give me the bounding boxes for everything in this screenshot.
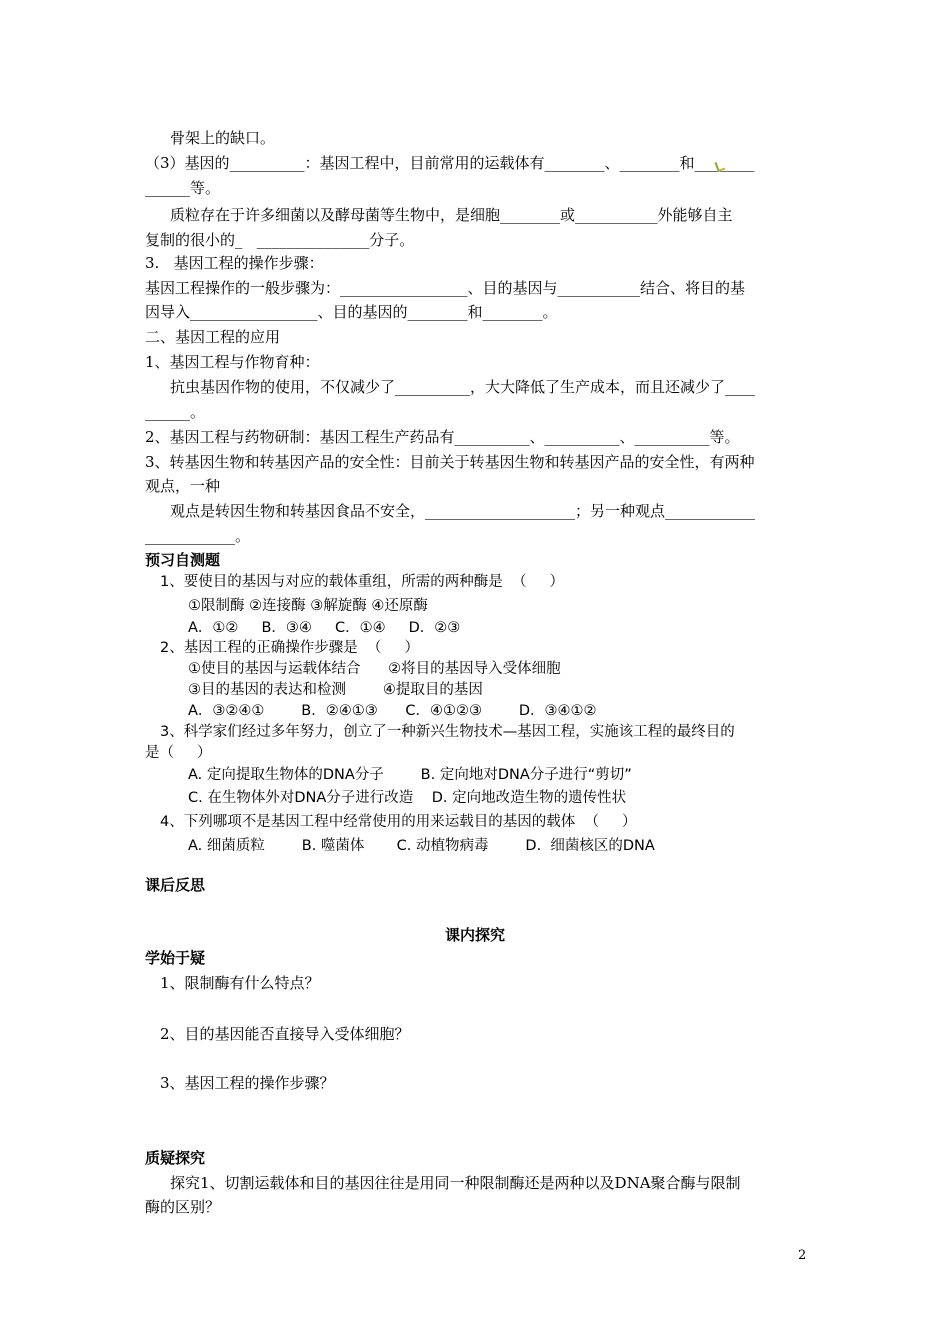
question-1-options: A．①② B．③④ C．①④ D．②③ [188, 620, 461, 636]
question-2-options: A．③②④① B．②④①③ C．④①②③ D．③④①② [188, 703, 597, 719]
question-3-options-a: A. 定向提取生物体的DNA分子 B. 定向地对DNA分子进行“剪切” [188, 767, 632, 783]
inquiry-title: 课内探究 [444, 926, 505, 944]
question-3-options-b: C. 在生物体外对DNA分子进行改造 D. 定向地改造生物的遗传性状 [188, 790, 627, 806]
inquiry-question: 1、限制酶有什么特点？ [160, 974, 320, 992]
question-2: 2、基因工程的正确操作步骤是 （ ） [160, 640, 419, 656]
question-3-continued: 是（ ） [145, 745, 212, 761]
text-line: 因导入_________________、目的基因的________和________。 [145, 303, 558, 321]
text-line: ______等。 [145, 179, 221, 197]
text-line: 3、转基因生物和转基因产品的安全性：目前关于转基因生物和转基因产品的安全性，有两种 [145, 453, 755, 471]
inquiry-question: 3、基因工程的操作步骤？ [160, 1074, 335, 1092]
text-line: （3）基因的__________：基因工程中，目前常用的运载体有________、________和________ [145, 154, 755, 172]
text-line: 观点是转因生物和转基因食品不安全，____________________；另一种观点____________ [170, 502, 756, 520]
text-line: 观点，一种 [145, 477, 221, 495]
text-line: ____________。 [145, 527, 251, 545]
text-line: 3. 基因工程的操作步骤： [145, 254, 324, 272]
section-heading: 二、基因工程的应用 [145, 328, 281, 346]
text-line: 骨架上的缺口。 [170, 129, 276, 147]
query-heading: 质疑探究 [145, 1149, 206, 1167]
text-line: 1、基因工程与作物育种： [145, 353, 320, 371]
question-1-items: ①限制酶 ②连接酶 ③解旋酶 ④还原酶 [188, 598, 428, 614]
page-number: 2 [798, 1248, 807, 1263]
text-line: 抗虫基因作物的使用，不仅减少了__________，大大降低了生产成本，而且还减少了____ [170, 378, 756, 396]
question-4-options: A. 细菌质粒 B. 噬菌体 C. 动植物病毒 D. 细菌核区的DNA [188, 838, 655, 854]
explore-question: 探究1、切割运载体和目的基因往往是用同一种限制酶还是两种以及DNA聚合酶与限制 [170, 1174, 741, 1192]
question-2-items-b: ③目的基因的表达和检测 ④提取目的基因 [188, 682, 483, 698]
question-1: 1、要使目的基因与对应的载体重组，所需的两种酶是 （ ） [160, 574, 564, 590]
reflection-heading: 课后反思 [145, 876, 206, 894]
text-line: ______。 [145, 403, 206, 421]
text-line: 基因工程操作的一般步骤为：_________________、目的基因与___________结合、将目的基 [145, 279, 746, 297]
question-2-items-a: ①使目的基因与运载体结合 ②将目的基因导入受体细胞 [188, 661, 561, 677]
question-3: 3、科学家们经过多年努力，创立了一种新兴生物技术—基因工程，实施该工程的最终目的 [160, 724, 735, 740]
inquiry-question: 2、目的基因能否直接导入受体细胞？ [160, 1025, 410, 1043]
text-line: 质粒存在于许多细菌以及酵母菌等生物中，是细胞________或___________外能够自主 [170, 206, 733, 224]
explore-question-continued: 酶的区别？ [145, 1198, 221, 1216]
learn-heading: 学始于疑 [145, 949, 206, 967]
text-line: 复制的很小的_ _______________分子。 [145, 231, 415, 249]
question-4: 4、下列哪项不是基因工程中经常使用的用来运载目的基因的载体 （ ） [160, 814, 637, 830]
text-line: 2、基因工程与药物研制：基因工程生产药品有__________、__________、__________等。 [145, 428, 740, 446]
preview-test-heading: 预习自测题 [145, 551, 221, 569]
